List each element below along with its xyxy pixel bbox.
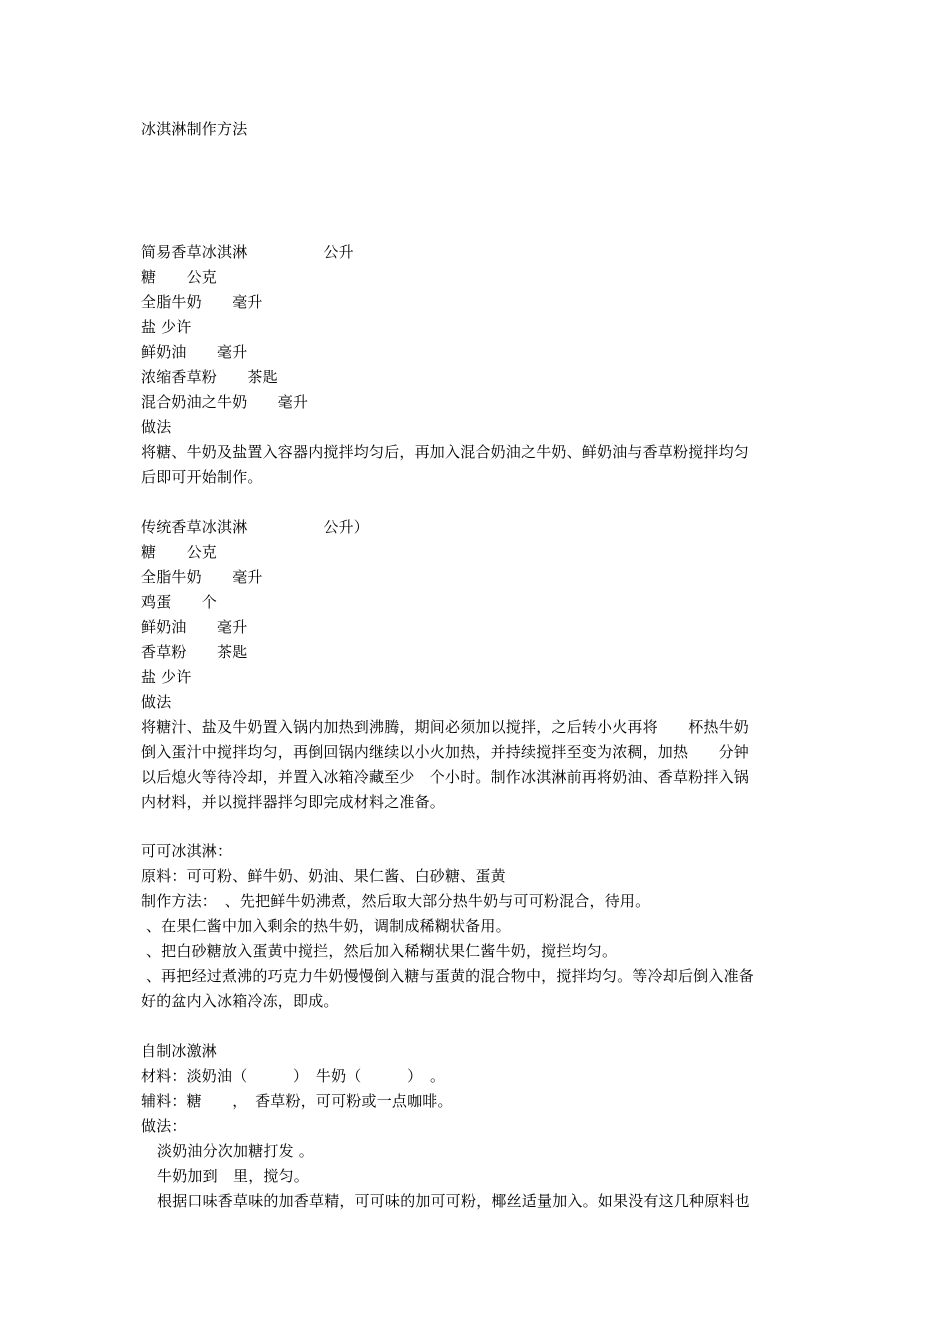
recipe-heading-cocoa: 可可冰淇淋： <box>141 842 233 860</box>
method-step: 淡奶油分次加糖打发 。 <box>157 1142 314 1160</box>
method-step: 根据口味香草味的加香草精，可可味的加可可粉，椰丝适量加入。如果没有这几种原料也 <box>157 1192 750 1210</box>
ingredient-line: 盐 少许 <box>141 318 192 336</box>
ingredient-line: 盐 少许 <box>141 668 192 686</box>
ingredient-line: 鸡蛋 个 <box>141 593 218 611</box>
ingredient-line: 糖 公克 <box>141 543 218 561</box>
ingredient-line: 全脂牛奶 毫升 <box>141 293 263 311</box>
ingredient-line: 鲜奶油 毫升 <box>141 343 248 361</box>
paragraph-line: 倒入蛋汁中搅拌均匀，再倒回锅内继续以小火加热，并持续搅拌至变为浓稠，加热 分钟 <box>141 743 750 761</box>
ingredients-line: 材料：淡奶油（ ） 牛奶（ ） 。 <box>141 1067 446 1085</box>
ingredients-line: 辅料：糖 ， 香草粉，可可粉或一点咖啡。 <box>141 1092 453 1110</box>
method-step: 、在果仁酱中加入剩余的热牛奶，调制成稀糊状备用。 <box>141 917 511 935</box>
ingredient-line: 糖 公克 <box>141 268 218 286</box>
method-step: 制作方法： 、先把鲜牛奶沸煮，然后取大部分热牛奶与可可粉混合，待用。 <box>141 892 651 910</box>
ingredient-line: 浓缩香草粉 茶匙 <box>141 368 278 386</box>
recipe-heading-simple-vanilla: 简易香草冰淇淋 公升 <box>141 243 354 261</box>
ingredient-line: 鲜奶油 毫升 <box>141 618 248 636</box>
document-title: 冰淇淋制作方法 <box>141 120 248 138</box>
ingredient-line: 香草粉 茶匙 <box>141 643 248 661</box>
paragraph-line: 内材料，并以搅拌器拌匀即完成材料之准备。 <box>141 793 446 811</box>
method-step: 好的盆内入冰箱冷冻，即成。 <box>141 992 339 1010</box>
ingredient-line: 混合奶油之牛奶 毫升 <box>141 393 309 411</box>
ingredient-line: 全脂牛奶 毫升 <box>141 568 263 586</box>
method-heading: 做法： <box>141 1117 187 1135</box>
method-step: 、把白砂糖放入蛋黄中搅拦，然后加入稀糊状果仁酱牛奶，搅拦均匀。 <box>141 942 618 960</box>
method-step: 、再把经过煮沸的巧克力牛奶慢慢倒入糖与蛋黄的混合物中，搅拌均匀。等冷却后倒入准备 <box>141 967 754 985</box>
ingredients-line: 原料：可可粉、鲜牛奶、奶油、果仁酱、白砂糖、蛋黄 <box>141 867 506 885</box>
paragraph-line: 将糖、牛奶及盐置入容器内搅拌均匀后，再加入混合奶油之牛奶、鲜奶油与香草粉搅拌均匀 <box>141 443 750 461</box>
method-step: 牛奶加到 里，搅匀。 <box>157 1167 310 1185</box>
recipe-heading-homemade: 自制冰激淋 <box>141 1042 218 1060</box>
paragraph-line: 以后熄火等待冷却，并置入冰箱冷藏至少 个小时。制作冰淇淋前再将奶油、香草粉拌入锅 <box>141 768 750 786</box>
paragraph-line: 将糖汁、盐及牛奶置入锅内加热到沸腾，期间必须加以搅拌，之后转小火再将 杯热牛奶 <box>141 718 750 736</box>
method-heading: 做法 <box>141 418 172 436</box>
recipe-heading-traditional-vanilla: 传统香草冰淇淋 公升） <box>141 518 370 536</box>
method-heading: 做法 <box>141 693 172 711</box>
paragraph-line: 后即可开始制作。 <box>141 468 263 486</box>
